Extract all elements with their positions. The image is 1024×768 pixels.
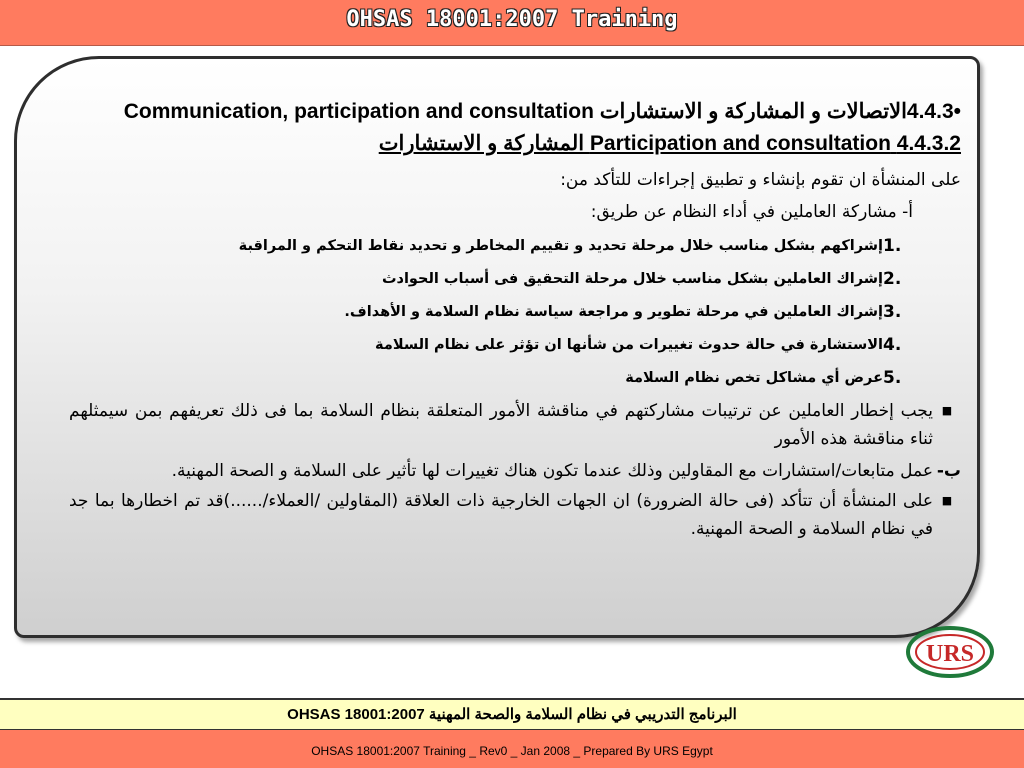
footer-program-title: البرنامج التدريبي في نظام السلامة والصحة المهنية OHSAS 18001:2007 — [287, 706, 737, 723]
intro-text: على المنشأة ان تقوم بإنشاء و تطبيق إجراءات للتأكد من: — [560, 170, 961, 190]
slide-title: OHSAS 18001:2007 Training — [346, 7, 678, 32]
bullet-paragraph-2: ■ على المنشأة أن تتأكد (فى حالة الضرورة) ان الجهات الخارجية ذات العلاقة (المقاولين /العملاء/......)قد تم اخطارها بما جد في نظام السلامة و الصحة المهنية. — [69, 487, 961, 543]
square-bullet-icon: ■ — [941, 494, 953, 507]
sub-point-a: أ- مشاركة العاملين في أداء النظام عن طريق: — [590, 202, 913, 222]
list-item: 2. إشراك العاملين بشكل مناسب خلال مرحلة التحقيق فى أسباب الحوادث — [381, 269, 902, 289]
square-bullet-icon: ■ — [941, 404, 953, 417]
footer-credits-bar — [0, 730, 1024, 768]
content-panel — [14, 56, 980, 638]
sub-point-b: ب- عمل متابعات/استشارات مع المقاولين وذلك عندما تكون هناك تغييرات لها تأثير على السلامة و الصحة المهنية. — [171, 461, 961, 481]
urs-logo — [904, 622, 996, 684]
logo-text: URS — [925, 641, 975, 667]
urs-logo-icon — [904, 622, 996, 684]
section-heading: •4.4.3الاتصالات و المشاركة و الاستشارات Communication, participation and consultation — [123, 100, 961, 123]
content-body — [69, 93, 961, 543]
footer-program-bar — [0, 698, 1024, 730]
header-bar — [0, 0, 1024, 46]
list-item: 4. الاستشارة في حالة حدوث تغييرات من شأنها ان تؤثر على نظام السلامة — [375, 335, 902, 355]
numbered-list — [69, 230, 961, 395]
list-item: 1. إشراكهم بشكل مناسب خلال مرحلة تحديد و تقييم المخاطر و تحديد نقاط التحكم و المراقبة — [238, 236, 902, 256]
list-item: 3. إشراك العاملين في مرحلة تطوير و مراجعة سياسة نظام السلامة و الأهداف. — [344, 302, 902, 322]
footer-credits: OHSAS 18001:2007 Training _ Rev0 _ Jan 2008 _ Prepared By URS Egypt — [311, 744, 713, 758]
subsection-heading: 4.4.3.2 Participation and consultation المشاركة و الاستشارات — [378, 132, 961, 155]
bullet-paragraph-1: ■ يجب إخطار العاملين عن ترتيبات مشاركتهم في مناقشة الأمور المتعلقة بنظام السلامة بما فى ذلك تعريفهم بمن سيمثلهم ثناء مناقشة هذه الأمور — [69, 397, 961, 453]
list-item: 5. عرض أي مشاكل تخص نظام السلامة — [625, 368, 902, 388]
